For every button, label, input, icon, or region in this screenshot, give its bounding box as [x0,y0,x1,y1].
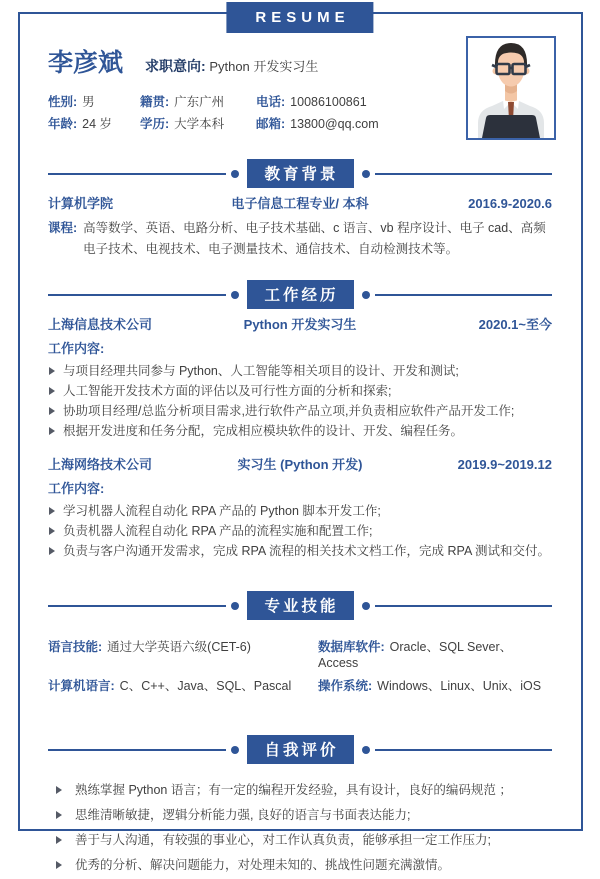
evaluation-bullet-list [48,779,552,876]
job-bullet-list [48,361,552,441]
skill-language: 语言技能: 通过大学英语六级(CET-6) [48,640,251,654]
dot-icon [362,291,370,299]
job-bullet: 学习机器人流程自动化 RPA 产品的 Python 脚本开发工作; [48,501,552,521]
bullet-arrow-icon [49,407,55,415]
education-period: 2016.9-2020.6 [468,196,552,211]
evaluation-bullet: 思维清晰敏捷，逻辑分析能力强, 良好的语言与书面表达能力; [48,804,552,826]
bullet-arrow-icon [56,861,62,869]
bullet-arrow-icon [49,387,55,395]
education-courses [48,218,552,260]
evaluation-bullet: 优秀的分析、解决问题能力，对处理未知的、挑战性问题充满激情。 [48,854,552,876]
divider-line [48,173,226,175]
section-title-evaluation: 自我评价 [247,735,354,764]
info-email: 邮箱: 13800@qq.com [256,117,379,131]
job-meta-row [48,456,552,474]
section-title-experience: 工作经历 [247,280,354,309]
divider-line [48,294,226,296]
skills-grid [48,639,552,694]
dot-icon [231,170,239,178]
job-content-label: 工作内容: [48,341,105,356]
info-gender: 性别: 男 [48,95,95,109]
divider-line [375,294,553,296]
job-company: 上海网络技术公司 [48,457,153,472]
info-age: 年龄: 24 岁 [48,117,113,131]
resume-content [48,48,552,879]
bullet-arrow-icon [49,547,55,555]
job-bullet-list [48,501,552,561]
divider-line [48,749,226,751]
section-header-skills [48,593,552,618]
dot-icon [362,170,370,178]
bullet-arrow-icon [49,507,55,515]
job-position: Python 开发实习生 [243,317,357,332]
bullet-arrow-icon [49,427,55,435]
divider-line [375,605,553,607]
dot-icon [231,746,239,754]
evaluation-bullet: 熟练掌握 Python 语言；有一定的编程开发经验，具有设计，良好的编码规范 ； [48,779,552,801]
dot-icon [362,602,370,610]
job-intent-label: 求职意向: [145,58,206,74]
dot-icon [231,602,239,610]
dot-icon [231,291,239,299]
course-label: 课程: [48,221,78,235]
divider-line [375,749,553,751]
info-phone: 电话: 10086100861 [256,95,367,109]
job-entry-1 [48,316,552,441]
job-position: 实习生 (Python 开发) [237,457,363,472]
education-school: 计算机学院 [48,196,114,211]
divider-line [375,173,553,175]
info-hometown: 籍贯: 广东广州 [140,95,225,109]
info-degree: 学历: 大学本科 [140,117,225,131]
job-bullet: 根据开发进度和任务分配，完成相应模块软件的设计、开发、编程任务。 [48,421,552,441]
bullet-arrow-icon [56,811,62,819]
divider-line [48,605,226,607]
candidate-name: 李彦斌 [48,49,124,77]
evaluation-bullet: 善于与人沟通，有较强的事业心，对工作认真负责，能够承担一定工作压力; [48,829,552,851]
bullet-arrow-icon [56,786,62,794]
education-meta-row [48,195,552,213]
section-header-education [48,161,552,186]
skill-os: 操作系统: Windows、Linux、Unix、iOS [318,679,542,693]
job-intent-value: Python 开发实习生 [209,59,319,74]
job-meta-row [48,316,552,334]
job-period: 2019.9~2019.12 [457,457,552,472]
skill-database: 数据库软件: Oracle、SQL Sever、Access [318,640,513,670]
job-bullet: 负责机器人流程自动化 RPA 产品的流程实施和配置工作; [48,521,552,541]
job-bullet: 协助项目经理/总监分析项目需求,进行软件产品立项,并负责相应软件产品开发工作; [48,401,552,421]
bullet-arrow-icon [56,836,62,844]
bullet-arrow-icon [49,527,55,535]
job-period: 2020.1~至今 [478,317,552,332]
personal-info [48,95,552,132]
bullet-arrow-icon [49,367,55,375]
education-major: 电子信息工程专业/ 本科 [231,196,369,211]
job-bullet: 与项目经理共同参与 Python、人工智能等相关项目的设计、开发和测试; [48,361,552,381]
job-entry-2 [48,456,552,561]
section-header-experience [48,282,552,307]
resume-banner [226,2,373,33]
job-content-label: 工作内容: [48,481,105,496]
section-title-education: 教育背景 [247,159,354,188]
course-text: 高等数学、英语、电路分析、电子技术基础、c 语言、vb 程序设计、电子 cad、高频电子技术、电视技术、电子测量技术、通信技术、自动检测技术等。 [83,221,546,256]
skill-programming: 计算机语言: C、C++、Java、SQL、Pascal [48,679,292,693]
job-bullet: 人工智能开发技术方面的评估以及可行性方面的分析和探索; [48,381,552,401]
section-header-evaluation [48,737,552,762]
dot-icon [362,746,370,754]
job-company: 上海信息技术公司 [48,317,153,332]
resume-banner-title: RESUME [255,9,350,26]
header-row [48,48,552,78]
job-bullet: 负责与客户沟通开发需求，完成 RPA 流程的相关技术文档工作，完成 RPA 测试和交付。 [48,541,552,561]
job-intent [145,56,318,76]
section-title-skills: 专业技能 [247,591,354,620]
